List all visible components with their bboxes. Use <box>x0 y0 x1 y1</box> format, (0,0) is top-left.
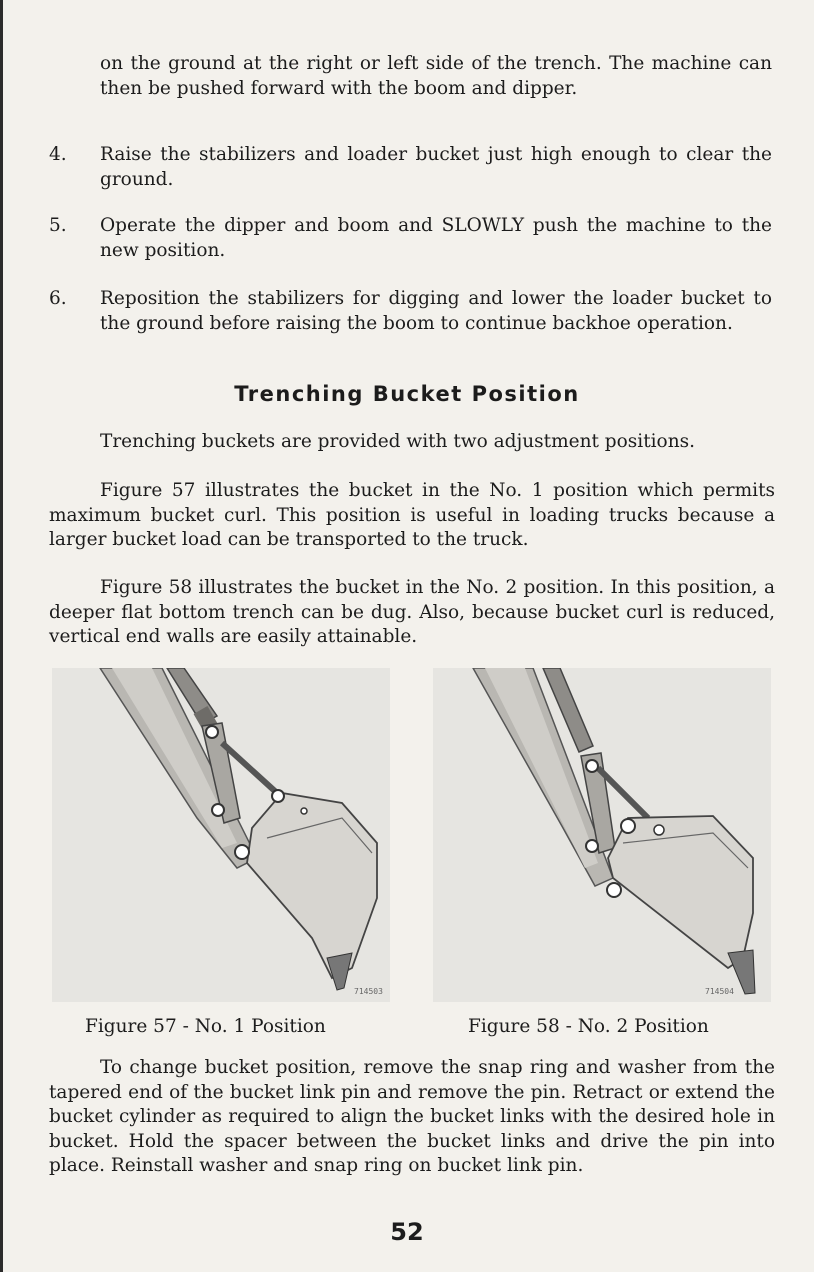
section-heading: Trenching Bucket Position <box>234 382 580 406</box>
bucket-illustration-no1 <box>52 668 390 1002</box>
figure-57-paragraph: Figure 57 illustrates the bucket in the No. 1 position which permits maximum bucket curl. This position is useful in loading trucks because a larger bucket load can be transported to the truck. <box>49 480 775 550</box>
step-6-number: 6. <box>49 288 67 309</box>
bucket-illustration-no2 <box>433 668 771 1002</box>
step-5-number: 5. <box>49 215 67 236</box>
step-4-text: Raise the stabilizers and loader bucket just high enough to clear the ground. <box>100 144 772 190</box>
page-number: 52 <box>390 1218 424 1246</box>
figure-57-photo-number: 714503 <box>354 987 383 996</box>
figure-58-image <box>433 668 771 1002</box>
intro-paragraph: Trenching buckets are provided with two adjustment positions. <box>100 431 695 452</box>
step-5-text: Operate the dipper and boom and SLOWLY push the machine to the new position. <box>100 215 772 261</box>
figure-57-caption: Figure 57 - No. 1 Position <box>85 1016 326 1037</box>
continuation-paragraph: on the ground at the right or left side of the trench. The machine can then be pushed forward with the boom and dipper. <box>100 53 772 99</box>
figure-58-caption: Figure 58 - No. 2 Position <box>468 1016 709 1037</box>
page-edge <box>0 0 3 1272</box>
step-6-text: Reposition the stabilizers for digging and lower the loader bucket to the ground before raising the boom to continue backhoe operation. <box>100 288 772 334</box>
step-4-number: 4. <box>49 144 67 165</box>
closing-paragraph: To change bucket position, remove the snap ring and washer from the tapered end of the bucket link pin and remove the pin. Retract or extend the bucket cylinder as required to align the bucket links with the desired hole in bucket. Hold the spacer between the bucket links and drive the pin into place. Reinstall washer and snap ring on bucket link pin. <box>49 1057 775 1176</box>
figure-57-image <box>52 668 390 1002</box>
figure-58-paragraph: Figure 58 illustrates the bucket in the No. 2 position. In this position, a deeper flat bottom trench can be dug. Also, because bucket curl is reduced, vertical end walls are easily attainable. <box>49 577 775 647</box>
figure-58-photo-number: 714504 <box>705 987 734 996</box>
